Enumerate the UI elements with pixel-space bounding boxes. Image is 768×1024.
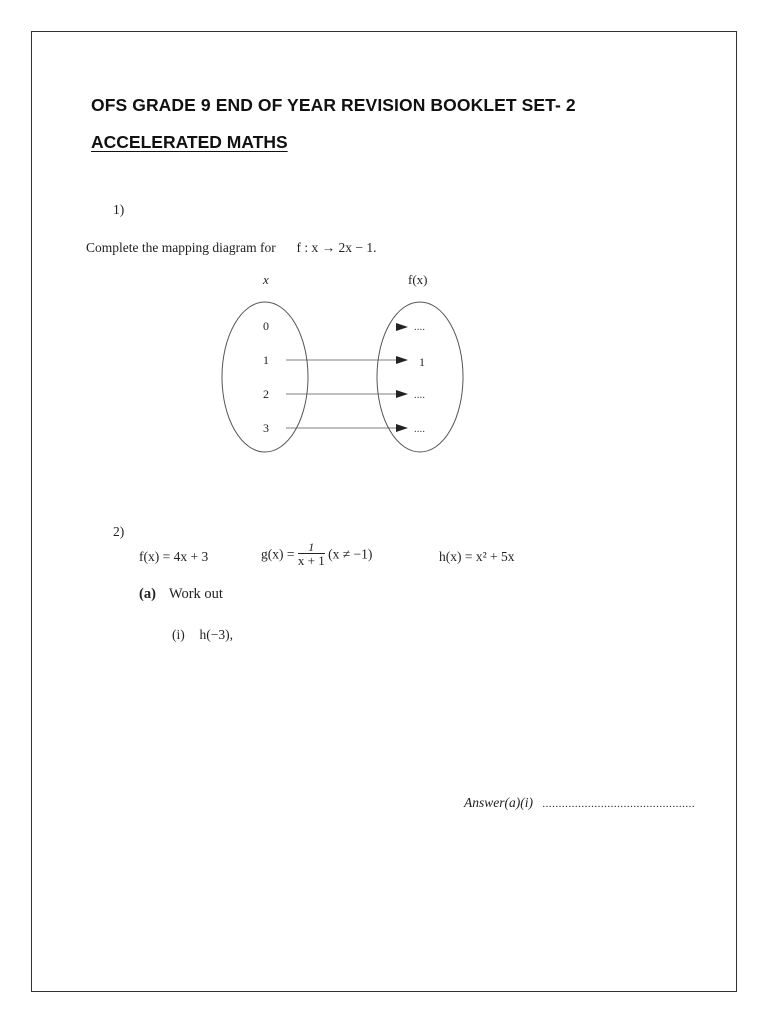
g-condition: (x ≠ −1): [328, 546, 373, 562]
range-value-0: ....: [414, 321, 425, 333]
range-header: f(x): [408, 272, 428, 287]
question-1-number: 1): [113, 202, 125, 217]
part-i: [172, 627, 233, 643]
g-numerator: 1: [298, 541, 325, 554]
document-title: OFS GRADE 9 END OF YEAR REVISION BOOKLET SET- 2: [91, 95, 576, 115]
range-value-2: ....: [414, 389, 425, 401]
part-a: [139, 586, 223, 603]
part-a-text: Work out: [168, 586, 223, 602]
page-border: [31, 31, 737, 992]
domain-header: x: [263, 272, 269, 287]
range-value-3: ....: [414, 423, 425, 435]
mapping-function: f : x → 2x − 1.: [296, 240, 377, 255]
document-subtitle: ACCELERATED MATHS: [91, 132, 288, 152]
mapping-diagram: [215, 268, 475, 465]
g-lhs: g(x) =: [261, 546, 295, 562]
arrow-head-0: [396, 323, 408, 331]
domain-value-0: 0: [263, 319, 269, 333]
part-i-label: (i): [172, 627, 185, 642]
answer-label: Answer(a)(i): [464, 795, 533, 810]
range-value-1: 1: [419, 355, 425, 369]
g-definition: [261, 541, 372, 568]
part-i-text: h(−3),: [199, 627, 233, 642]
answer-dots[interactable]: ...............................................: [542, 798, 696, 810]
arrow-head-1: [396, 356, 408, 364]
instruction-text: Complete the mapping diagram for: [86, 240, 276, 255]
question-1-instruction: [86, 240, 376, 256]
arrow-head-2: [396, 390, 408, 398]
h-definition: h(x) = x² + 5x: [439, 549, 515, 564]
f-definition: f(x) = 4x + 3: [139, 549, 209, 564]
question-2-number: 2): [113, 524, 125, 539]
domain-value-3: 3: [263, 421, 269, 435]
mapping-diagram-svg: [215, 268, 475, 460]
arrow-head-3: [396, 424, 408, 432]
g-denominator: x + 1: [297, 553, 325, 568]
answer-line[interactable]: [464, 795, 695, 811]
domain-value-2: 2: [263, 387, 269, 401]
domain-value-1: 1: [263, 353, 269, 367]
part-a-label: (a): [139, 586, 156, 602]
g-fraction: [298, 541, 325, 568]
